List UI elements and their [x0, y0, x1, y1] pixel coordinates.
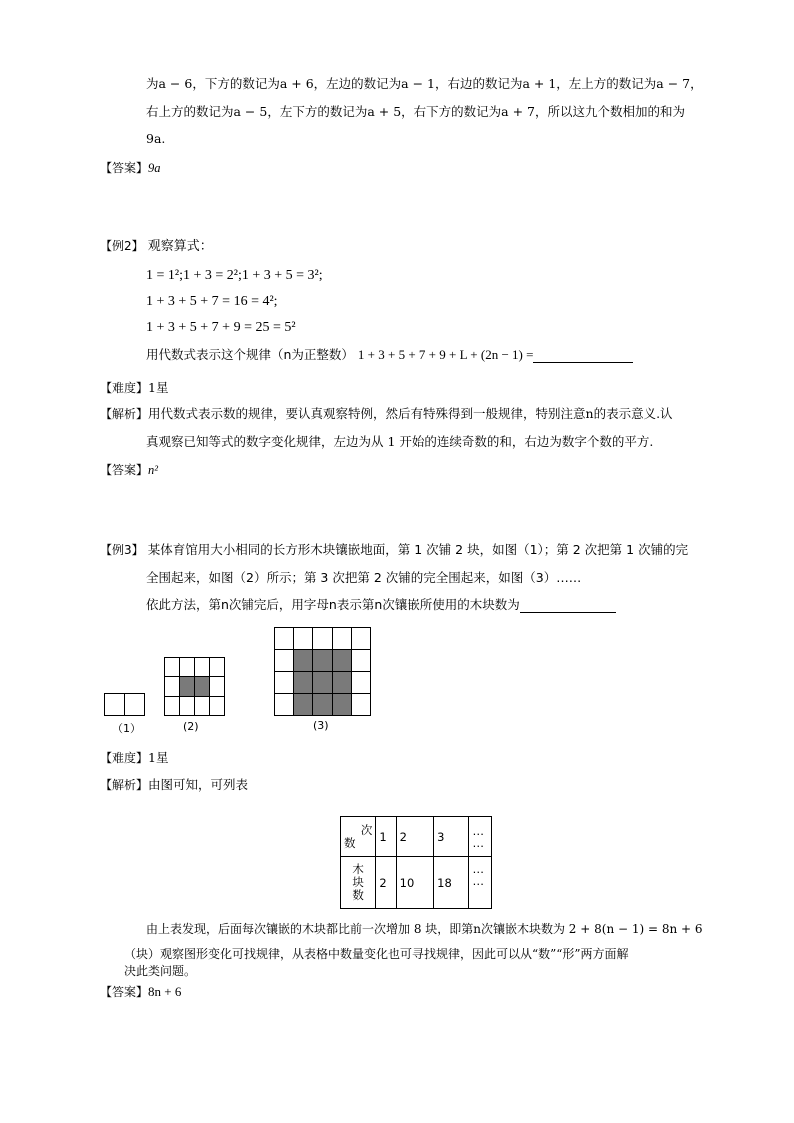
ex2-formula-1: 1 = 1²;1 + 3 = 2²;1 + 3 + 5 = 3²; — [146, 268, 323, 283]
tile — [164, 657, 180, 677]
tile — [194, 657, 210, 677]
tile — [312, 649, 332, 672]
ex3-stem-3-text: 依此方法，第n次铺完后，用字母n表示第n次镶嵌所使用的木块数为 — [146, 597, 520, 612]
ex3-stem-3 — [146, 597, 616, 613]
difficulty-label: 【难度】 — [100, 381, 149, 395]
answer-label: 【答案】 — [100, 985, 149, 999]
difficulty-label: 【难度】 — [100, 751, 149, 765]
tile — [351, 693, 371, 716]
tile — [312, 627, 332, 650]
table-cell: 18 — [434, 857, 469, 909]
ex3-stem-2: 全围起来，如图（2）所示；第 3 次把第 2 次铺的完全围起来，如图（3）…… — [146, 570, 582, 585]
tile — [104, 693, 125, 716]
tile — [179, 696, 195, 716]
analysis-label: 【解析】 — [100, 778, 149, 792]
tile — [332, 671, 352, 694]
header-char: 块 — [352, 875, 364, 889]
tile — [274, 671, 294, 694]
table-row-header-blocks — [341, 857, 376, 909]
figure-2-caption: (2) — [183, 720, 199, 733]
ex2-analysis-2: 真观察已知等式的数字变化规律，左边为从 1 开始的连续奇数的和，右边为数字个数的平方. — [146, 434, 654, 449]
tile — [209, 657, 225, 677]
ex2-stem: 观察算式： — [147, 239, 213, 254]
ex3-analysis — [100, 777, 248, 793]
ex3-conclusion-2: （块）观察图形变化可找规律，从表格中数量变化也可寻找规律，因此可以从“数”“形”两方面解 — [124, 947, 629, 961]
ex2-tag: 【例2】 — [100, 239, 144, 253]
ex2-difficulty — [100, 380, 168, 396]
table-cell: 1 — [376, 817, 396, 857]
count-table — [340, 816, 492, 909]
dots: … — [472, 874, 484, 888]
ex3-answer-blank[interactable] — [520, 599, 616, 613]
table-cell: 10 — [396, 857, 433, 909]
tile — [164, 696, 180, 716]
tile — [293, 627, 313, 650]
ex2-question-math: 1 + 3 + 5 + 7 + 9 + L + (2n − 1) = — [357, 347, 534, 362]
ex2-answer-blank[interactable] — [533, 349, 633, 363]
intro-line-3: 9a. — [146, 131, 166, 146]
table-row — [341, 857, 492, 909]
difficulty-value: 1星 — [148, 380, 169, 395]
answer-value: 9a — [148, 161, 161, 175]
tile — [194, 676, 210, 696]
header-char: 数 — [344, 835, 356, 850]
answer-label: 【答案】 — [100, 463, 149, 477]
dots: … — [472, 835, 484, 850]
ex3-answer — [100, 984, 181, 1000]
figure-2 — [164, 657, 224, 715]
tile — [312, 671, 332, 694]
tile — [351, 671, 371, 694]
ex2-analysis-1 — [100, 406, 673, 422]
ex2-formula-2: 1 + 3 + 5 + 7 = 16 = 4²; — [146, 294, 278, 309]
tile — [209, 696, 225, 716]
answer-value: 8n + 6 — [148, 984, 182, 999]
analysis-text: 用代数式表示数的规律，要认真观察特例，然后有特殊得到一般规律，特别注意n的表示意义.认 — [148, 406, 673, 421]
intro-line-2: 右上方的数记为a − 5，左下方的数记为a + 5，右下方的数记为a + 7，所以这九个数相加的和为 — [146, 104, 685, 119]
ex2-answer — [100, 462, 158, 478]
answer-value: n² — [148, 463, 159, 477]
tile — [179, 676, 195, 696]
tile — [312, 693, 332, 716]
difficulty-value: 1星 — [148, 750, 169, 765]
ex3-conclusion-1: 由上表发现，后面每次镶嵌的木块都比前一次增加 8 块，即第n次镶嵌木块数为 2 + 8(n − 1) = 8n + 6 — [146, 922, 703, 936]
tile — [124, 693, 145, 716]
tile — [209, 676, 225, 696]
ex3-tag: 【例3】 — [100, 543, 144, 557]
dots: … — [472, 862, 484, 876]
answer-label: 【答案】 — [100, 161, 149, 175]
tile — [274, 693, 294, 716]
tile — [332, 693, 352, 716]
table-row — [341, 817, 492, 857]
tile — [293, 693, 313, 716]
tile — [179, 657, 195, 677]
tile — [332, 627, 352, 650]
ex3-heading — [100, 542, 688, 559]
analysis-label: 【解析】 — [100, 407, 149, 421]
header-char: 木 — [352, 862, 364, 876]
table-cell-dots — [469, 817, 492, 857]
table-cell-dots — [469, 857, 492, 909]
table-cell: 2 — [376, 857, 396, 909]
ex2-formula-3: 1 + 3 + 5 + 7 + 9 = 25 = 5² — [146, 320, 296, 335]
figure-1-caption: （1） — [112, 722, 141, 735]
tile — [351, 649, 371, 672]
figure-3-caption: (3) — [313, 719, 329, 732]
ex2-heading — [100, 238, 213, 255]
ex3-difficulty — [100, 750, 168, 766]
ex2-question — [146, 347, 633, 363]
intro-line-1: 为a − 6，下方的数记为a + 6，左边的数记为a − 1，右边的数记为a + 1，左上方的数记为a − 7， — [146, 76, 703, 91]
tile — [274, 627, 294, 650]
tile — [274, 649, 294, 672]
dots: … — [472, 823, 484, 838]
table-cell: 2 — [396, 817, 433, 857]
table-cell: 3 — [434, 817, 469, 857]
figure-1 — [104, 693, 144, 715]
tile — [293, 649, 313, 672]
ex3-stem-1: 某体育馆用大小相同的长方形木块镶嵌地面，第 1 次铺 2 块，如图（1）；第 2 次把第 1 次铺的完 — [147, 542, 689, 557]
table-row-header-times — [341, 817, 376, 857]
figure-3 — [274, 627, 370, 715]
intro-answer — [100, 160, 161, 176]
tile — [194, 696, 210, 716]
ex3-conclusion-3: 决此类问题。 — [124, 964, 197, 978]
tile — [351, 627, 371, 650]
tile — [332, 649, 352, 672]
header-char: 数 — [352, 888, 364, 902]
header-char: 次 — [360, 822, 373, 837]
analysis-text: 由图可知，可列表 — [148, 777, 249, 792]
tile — [293, 671, 313, 694]
ex2-question-text: 用代数式表示这个规律（n为正整数） — [146, 347, 354, 362]
tile — [164, 676, 180, 696]
